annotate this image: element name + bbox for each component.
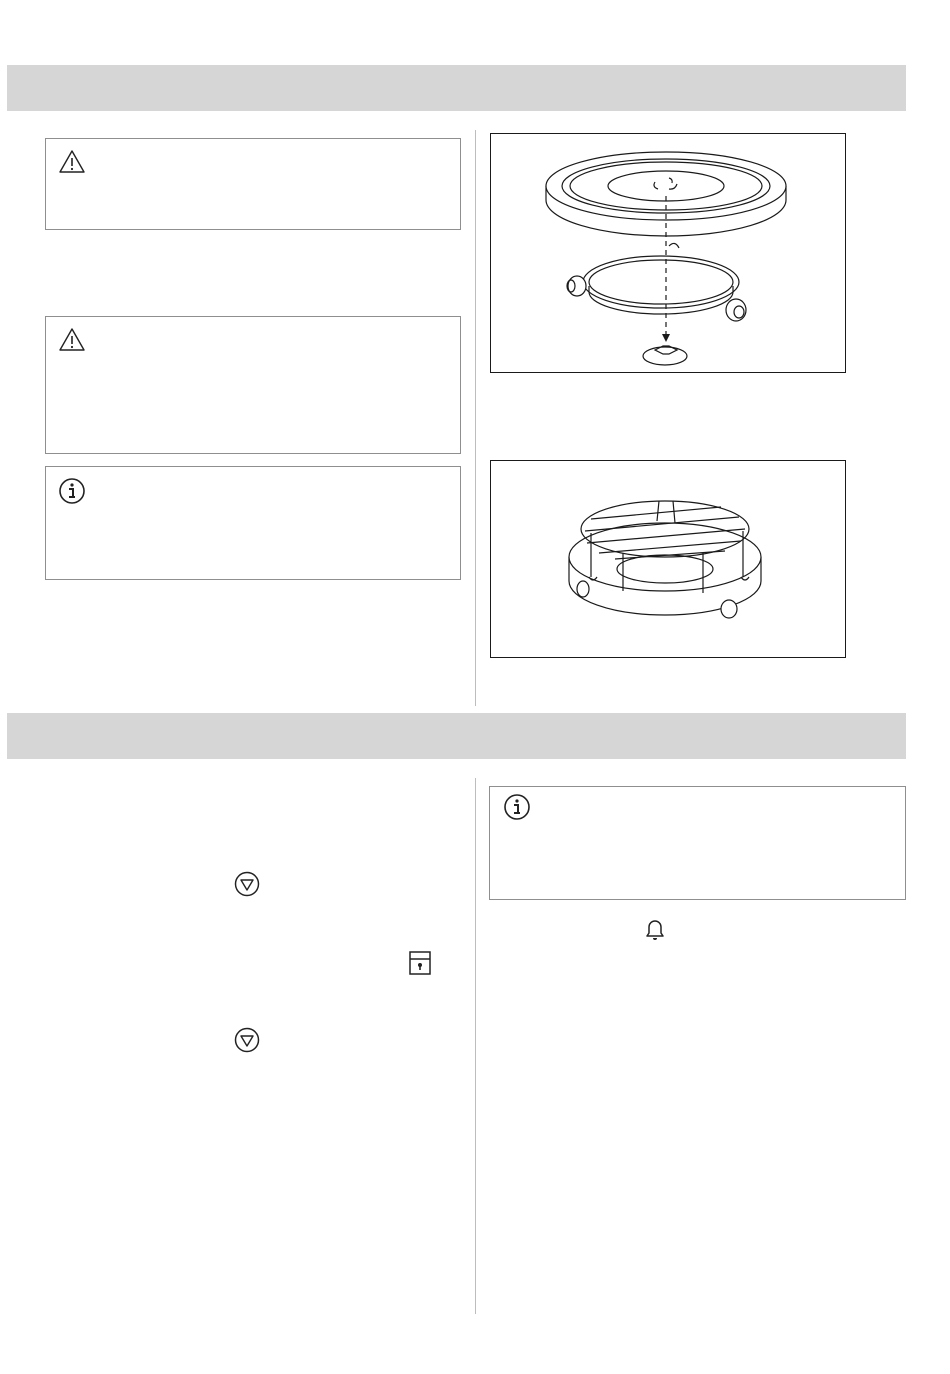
grill-rack-on-turntable-icon <box>491 461 846 658</box>
column-divider <box>475 130 476 706</box>
warning-notice-box <box>45 316 461 454</box>
info-notice-box <box>45 466 461 580</box>
section-header-bar <box>7 65 906 111</box>
grill-rack-figure <box>490 460 846 658</box>
down-arrow-button-icon <box>234 1027 260 1053</box>
warning-triangle-icon <box>58 149 86 177</box>
turntable-assembly-figure <box>490 133 846 373</box>
info-circle-icon <box>503 793 531 821</box>
column-divider <box>475 778 476 1314</box>
section-header-bar <box>7 713 906 759</box>
warning-triangle-icon <box>58 327 86 355</box>
door-lock-icon <box>408 950 432 976</box>
info-notice-box <box>489 786 906 900</box>
info-circle-icon <box>58 477 86 505</box>
bell-icon <box>643 917 667 943</box>
warning-notice-box <box>45 138 461 230</box>
turntable-assembly-exploded-icon <box>491 134 846 373</box>
down-arrow-button-icon <box>234 871 260 897</box>
